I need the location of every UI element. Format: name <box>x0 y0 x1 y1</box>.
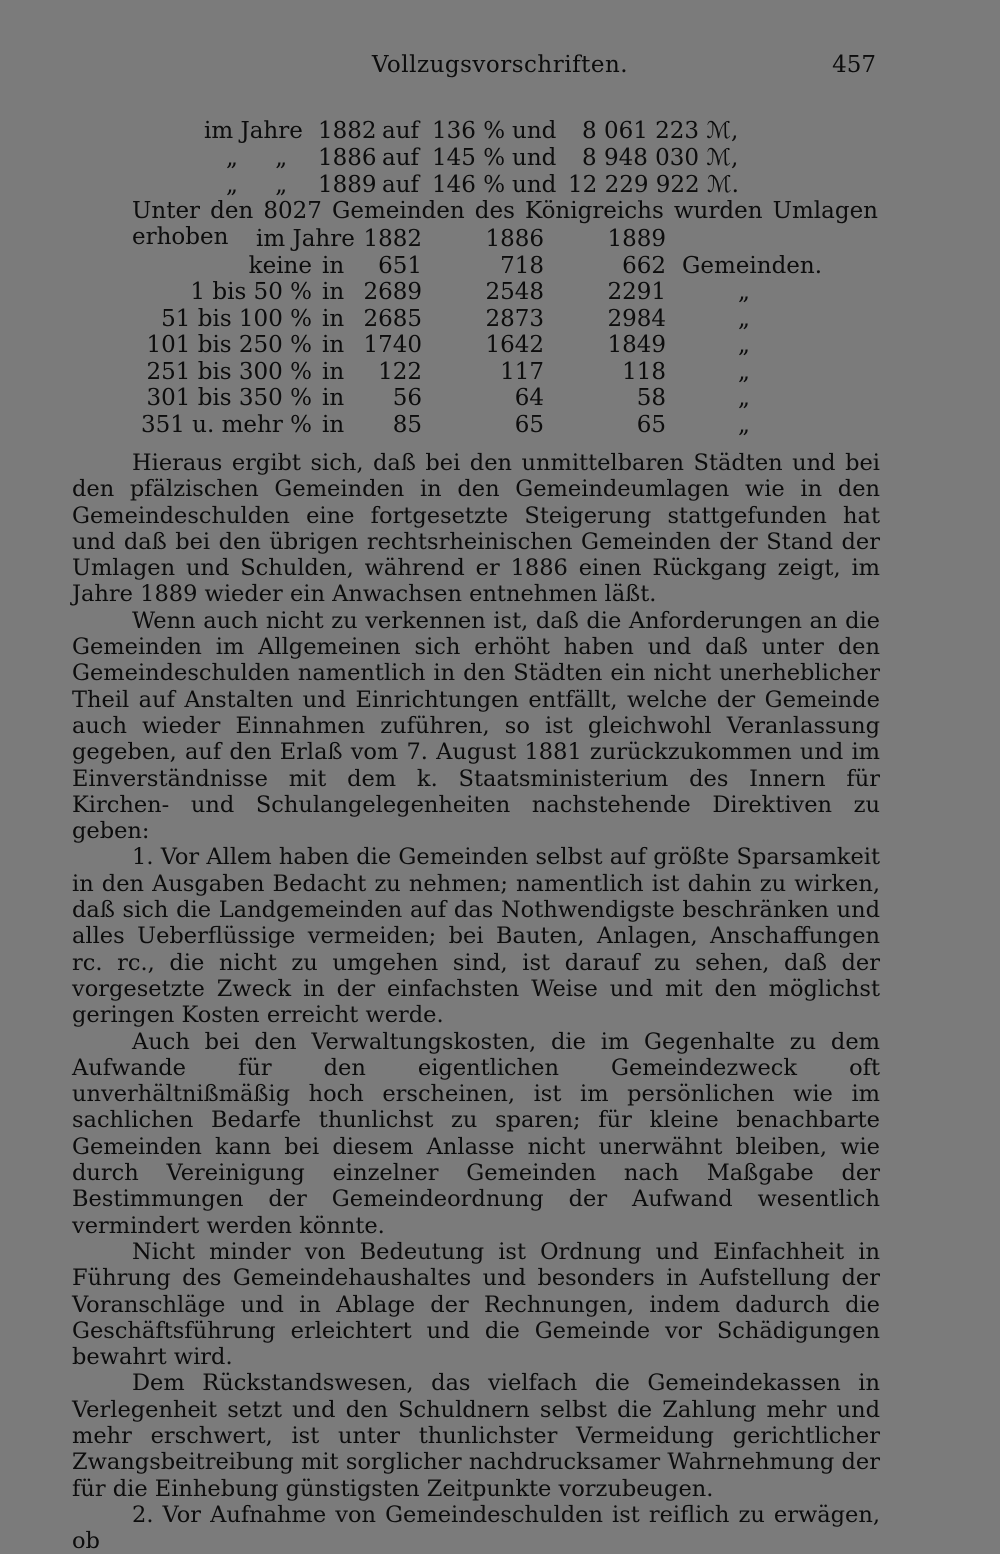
range-cell: 251 bis 300 % <box>146 358 312 385</box>
value-cell: 1740 <box>363 332 422 358</box>
value-cell: 651 <box>378 252 422 279</box>
range-cell: 51 bis 100 % <box>161 305 312 332</box>
paragraph-item-1: 1. Vor Allem haben die Gemeinden selbst auf größte Sparsamkeit in den Ausgaben Bedacht zu nehmen; namentlich ist dahin zu wirken, daß sich die Landgemeinden auf das Nothwendigste beschränken und alles Ueberflüssige vermeiden; bei Bauten, Anlagen, Anschaffungen rc. rc., die nicht zu umgehen sind, ist darauf zu sehen, daß der vorgesetzte Zweck in der einfachsten Weise und mit den möglichst geringen Kosten erreicht werde. <box>72 844 880 1029</box>
overview-und: und <box>512 118 557 144</box>
paragraph: Dem Rückstandswesen, das vielfach die Gemeindekassen in Verlegenheit setzt und den Schuldnern selbst die Zahlung mehr und mehr erschwert, ist unter thunlichster Vermeidung gerichtlicher Zwangsbeitreibung mit sorglicher nachdrucksamer Wahrnehmung der für die Einhebung günstigsten Zeitpunkte vorzubeugen. <box>72 1370 880 1502</box>
value-cell: 2984 <box>607 305 666 332</box>
value-cell: 2291 <box>607 279 666 305</box>
overview-amount: 8 061 223 ℳ, <box>582 118 739 144</box>
paragraph-item-2: 2. Vor Aufnahme von Gemeindeschulden ist reiflich zu erwägen, ob <box>72 1501 880 1554</box>
value-cell: 2873 <box>485 305 544 332</box>
body-text <box>72 450 880 1554</box>
range-cell: keine <box>248 252 312 279</box>
overview-year: 1886 <box>318 145 377 171</box>
in-cell: in <box>322 279 345 305</box>
page-number: 457 <box>832 52 876 78</box>
ditto-mark: „ <box>738 385 750 411</box>
value-cell: 117 <box>500 358 544 385</box>
ditto-mark: „ <box>738 411 750 438</box>
value-cell: 65 <box>514 411 544 438</box>
value-cell: 122 <box>378 358 422 385</box>
table-header-row <box>0 226 1000 253</box>
range-cell: 101 bis 250 % <box>146 332 312 358</box>
in-cell: in <box>322 385 345 411</box>
paragraph: Auch bei den Verwaltungskosten, die im Gegenhalte zu dem Aufwande für den eigentlichen Gemeindezweck oft unverhältnißmäßig hoch erscheinen, ist im persönlichen wie im sachlichen Bedarfe thunlichst zu sparen; für kleine benachbarte Gemeinden kann bei diesem Anlasse nicht unerwähnt bleiben, wie durch Vereinigung einzelner Gemeinden nach Maßgabe der Bestimmungen der Gemeindeordnung der Aufwand wesentlich vermindert werden könnte. <box>72 1028 880 1239</box>
table-row <box>0 332 1000 359</box>
ditto-mark: „ <box>738 305 750 332</box>
running-title: Vollzugsvorschriften. <box>371 52 629 78</box>
overview-amount: 12 229 922 ℳ. <box>568 172 739 198</box>
levy-table <box>0 226 1000 438</box>
overview-auf: auf <box>382 118 420 144</box>
ditto-mark: „ <box>738 332 750 358</box>
year-label: im Jahre <box>256 226 355 252</box>
table-row <box>0 359 1000 386</box>
value-cell: 662 <box>622 252 666 279</box>
paragraph: Hieraus ergibt sich, daß bei den unmittelbaren Städten und bei den pfälzischen Gemeinden in den Gemeindeumlagen wie in den Gemeindeschulden eine fortgesetzte Steigerung stattgefunden hat und daß bei den übrigen rechtsrheinischen Gemeinden der Stand der Umlagen und Schulden, während er 1886 einen Rückgang zeigt, im Jahre 1889 wieder ein Anwachsen entnehmen läßt. <box>72 450 880 608</box>
paragraph: Nicht minder von Bedeutung ist Ordnung und Einfachheit in Führung des Gemeindehaushaltes und besonders in Aufstellung der Voranschläge und in Ablage der Rechnungen, indem dadurch die Geschäftsführung erleichtert und die Gemeinde vor Schädigungen bewahrt wird. <box>72 1238 880 1371</box>
value-cell: 85 <box>392 411 422 438</box>
overview-und: und <box>512 145 557 171</box>
overview-prefix: „ „ <box>226 145 288 171</box>
value-cell: 718 <box>500 252 544 279</box>
overview-prefix: „ „ <box>226 172 288 198</box>
ditto-mark: „ <box>738 358 750 385</box>
overview-amount: 8 948 030 ℳ, <box>582 145 739 171</box>
in-cell: in <box>322 411 345 438</box>
range-cell: 351 u. mehr % <box>140 411 312 438</box>
overview-prefix: im Jahre <box>204 118 303 144</box>
overview-percent: 136 % <box>432 118 506 144</box>
ditto-mark: „ <box>738 279 750 305</box>
value-cell: 2685 <box>363 305 422 332</box>
year-header: 1889 <box>607 226 666 252</box>
year-header: 1886 <box>485 226 544 252</box>
year-header: 1882 <box>363 226 422 252</box>
overview-und: und <box>512 172 557 198</box>
overview-row <box>0 172 1000 199</box>
value-cell: 56 <box>392 385 422 411</box>
unit-label: Gemeinden. <box>682 252 823 279</box>
value-cell: 58 <box>636 385 666 411</box>
paragraph: Wenn auch nicht zu verkennen ist, daß die Anforderungen an die Gemeinden im Allgemeinen sich erhöht haben und daß unter den Gemeindeschulden namentlich in den Städten ein nicht unerheblicher Theil auf Anstalten und Einrichtungen entfällt, welche der Gemeinde auch wieder Einnahmen zuführen, so ist gleichwohl Veranlassung gegeben, auf den Erlaß vom 7. August 1881 zurückzukommen und im Einverständnisse mit dem k. Staatsministerium des Innern für Kirchen- und Schulangelegenheiten nachstehende Direktiven zu geben: <box>72 607 880 845</box>
overview-percent: 146 % <box>432 172 506 198</box>
value-cell: 64 <box>514 385 544 411</box>
table-row <box>0 412 1000 439</box>
range-cell: 1 bis 50 % <box>190 279 312 305</box>
overview-block <box>0 118 1000 199</box>
overview-auf: auf <box>382 145 420 171</box>
table-row <box>0 253 1000 280</box>
in-cell: in <box>322 332 345 358</box>
overview-year: 1889 <box>318 172 377 198</box>
value-cell: 65 <box>636 411 666 438</box>
overview-row <box>0 118 1000 145</box>
value-cell: 2548 <box>485 279 544 305</box>
value-cell: 1849 <box>607 332 666 358</box>
intro-line: Unter den 8027 Gemeinden des Königreichs wurden Umlagen erhoben <box>132 198 878 250</box>
table-row <box>0 279 1000 306</box>
in-cell: in <box>322 252 345 279</box>
value-cell: 2689 <box>363 279 422 305</box>
in-cell: in <box>322 358 345 385</box>
in-cell: in <box>322 305 345 332</box>
overview-row <box>0 145 1000 172</box>
value-cell: 118 <box>622 358 666 385</box>
page-header <box>0 52 1000 86</box>
range-cell: 301 bis 350 % <box>146 385 312 411</box>
value-cell: 1642 <box>485 332 544 358</box>
table-row <box>0 385 1000 412</box>
overview-auf: auf <box>382 172 420 198</box>
overview-percent: 145 % <box>432 145 506 171</box>
table-row <box>0 306 1000 333</box>
overview-year: 1882 <box>318 118 377 144</box>
